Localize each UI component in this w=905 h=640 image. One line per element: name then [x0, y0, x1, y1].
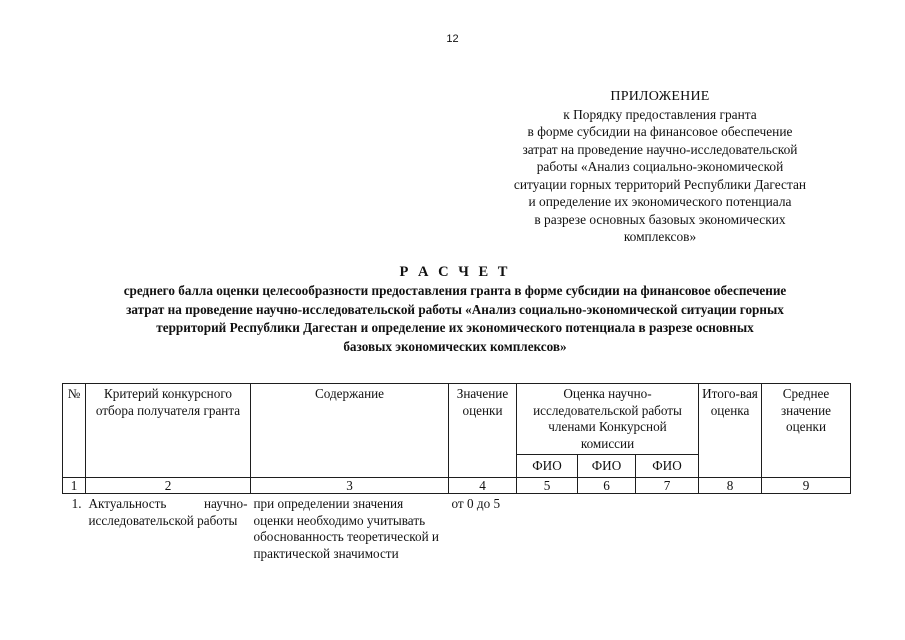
column-number: 8 — [699, 478, 762, 494]
column-number: 9 — [762, 478, 851, 494]
appendix-line: комплексов» — [623, 229, 697, 244]
calculation-subtitle-line: затрат на проведение научно-исследовательской работы «Анализ социально-экономической ситуации горных — [126, 301, 784, 317]
row-empty-cell — [578, 494, 636, 563]
header-num: № — [63, 384, 86, 478]
header-fio: ФИО — [636, 455, 699, 478]
column-number-row — [63, 478, 851, 494]
header-content: Содержание — [251, 384, 449, 478]
page-number: 12 — [446, 33, 459, 45]
header-assessment: Оценка научно-исследовательской работы членами Конкурсной комиссии — [517, 384, 699, 455]
table-row — [63, 494, 851, 563]
column-number: 7 — [636, 478, 699, 494]
row-empty-cell — [517, 494, 578, 563]
column-number: 3 — [251, 478, 449, 494]
appendix-block — [460, 88, 860, 246]
calculation-subtitle-line: территорий Республики Дагестан и определение их экономического потенциала в разрезе основных — [156, 320, 754, 335]
header-fio: ФИО — [578, 455, 636, 478]
column-number: 4 — [449, 478, 517, 494]
header-average: Среднее значение оценки — [762, 384, 851, 478]
appendix-line: затрат на проведение научно-исследовательской — [522, 141, 798, 157]
header-total: Итого-вая оценка — [699, 384, 762, 478]
calculation-subtitle-line: среднего балла оценки целесообразности предоставления гранта в форме субсидии на финансовое обеспечение — [123, 283, 787, 298]
column-number: 6 — [578, 478, 636, 494]
column-number: 5 — [517, 478, 578, 494]
appendix-line: в форме субсидии на финансовое обеспечение — [527, 124, 793, 139]
column-number: 2 — [86, 478, 251, 494]
calculation-subtitle-line: базовых экономических комплексов» — [343, 338, 567, 354]
row-empty-cell — [699, 494, 762, 563]
row-empty-cell — [762, 494, 851, 563]
row-criterion: Актуальность научно-исследовательской работы — [88, 496, 248, 528]
column-number: 1 — [63, 478, 86, 494]
row-empty-cell — [636, 494, 699, 563]
row-value: от 0 до 5 — [451, 496, 501, 511]
header-value: Значение оценки — [449, 384, 517, 478]
appendix-line: и определение их экономического потенциала — [528, 194, 792, 209]
appendix-line: в разрезе основных базовых экономических — [534, 211, 786, 227]
appendix-line: работы «Анализ социально-экономической — [536, 159, 784, 174]
row-content: при определении значения оценки необходимо учитывать обоснованность теоретической и практической значимости — [253, 496, 439, 561]
assessment-table — [62, 383, 851, 562]
appendix-title: ПРИЛОЖЕНИЕ — [610, 89, 710, 104]
calculation-heading — [55, 264, 855, 356]
row-number: 1. — [71, 496, 82, 511]
appendix-line: к Порядку предоставления гранта — [563, 106, 757, 122]
calculation-title: Р А С Ч Е Т — [399, 264, 511, 280]
header-fio: ФИО — [517, 455, 578, 478]
header-criterion: Критерий конкурсного отбора получателя гранта — [86, 384, 251, 478]
appendix-line: ситуации горных территорий Республики Дагестан — [513, 176, 807, 192]
